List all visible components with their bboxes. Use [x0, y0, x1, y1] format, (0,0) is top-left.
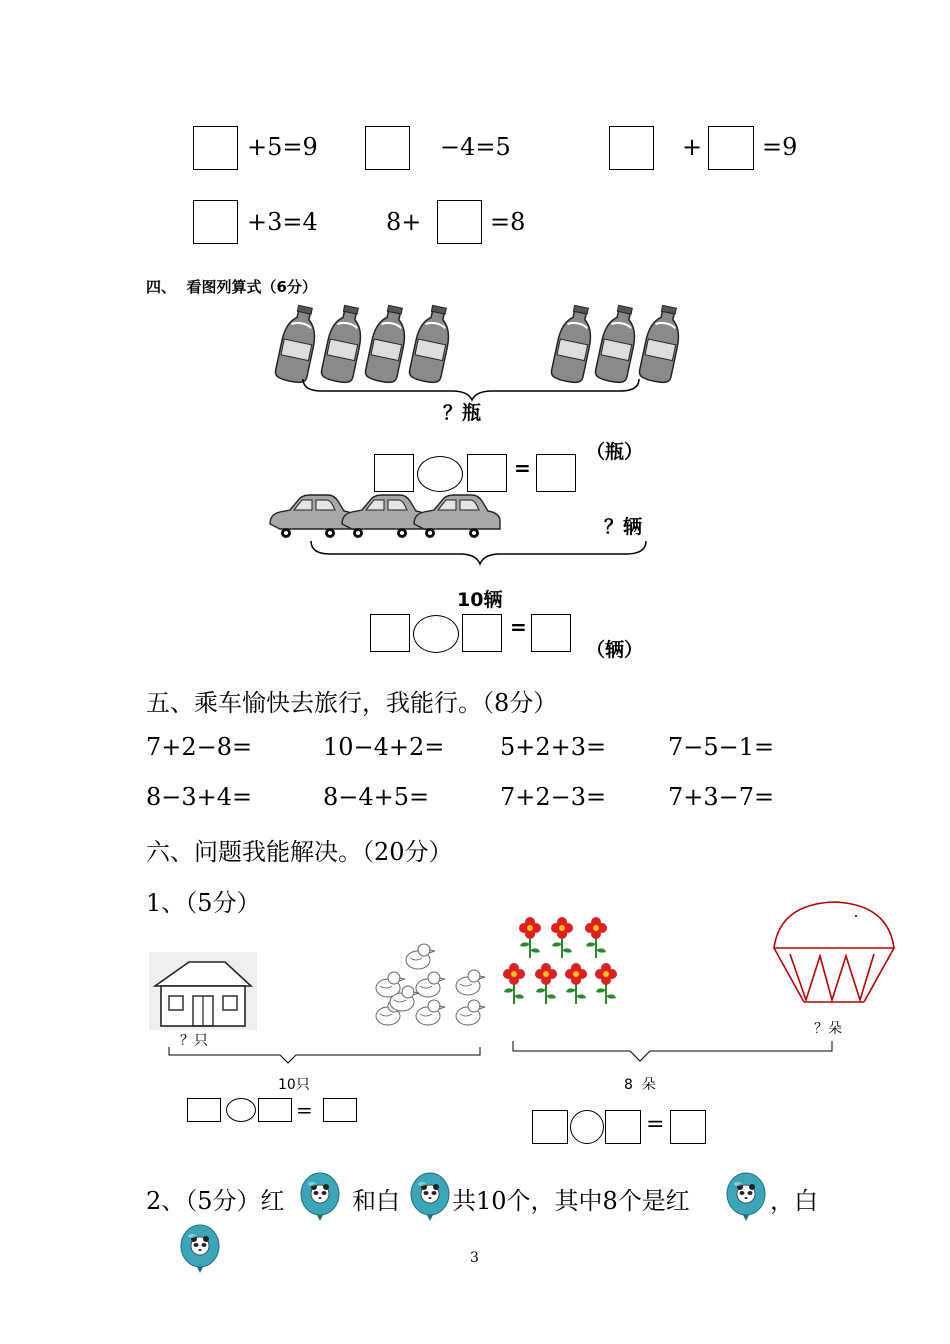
answer-box[interactable]	[193, 200, 238, 244]
cars-brace	[310, 540, 650, 566]
arithmetic-item: 7−5−1=	[668, 733, 775, 761]
operator-circle[interactable]	[570, 1110, 604, 1144]
balloon-icon	[410, 1174, 450, 1224]
arithmetic-item: 8−3+4=	[146, 783, 253, 811]
flowers-illustration	[498, 910, 628, 1006]
answer-box[interactable]	[374, 454, 414, 492]
cars-total: 10辆	[457, 589, 503, 611]
cars-illustration	[268, 492, 488, 542]
house-illustration	[149, 952, 259, 1032]
equation-text: 8+	[386, 208, 422, 236]
balloon-icon	[726, 1174, 766, 1224]
operator-text: +	[682, 133, 703, 161]
arithmetic-item: 5+2+3=	[500, 733, 607, 761]
question-text: ，白	[770, 1187, 818, 1215]
answer-box[interactable]	[708, 126, 754, 170]
question-text: 共10个，其中8个是红	[452, 1187, 690, 1215]
answer-box[interactable]	[323, 1098, 357, 1122]
ducks-brace	[168, 1046, 488, 1066]
cars-question: ？辆	[604, 516, 643, 538]
equation-text: =9	[762, 133, 798, 161]
arithmetic-item: 7+2−8=	[146, 733, 253, 761]
answer-box[interactable]	[365, 126, 410, 170]
equals-sign: =	[514, 456, 531, 480]
section-heading: 六、问题我能解决。（20分）	[146, 838, 453, 866]
section-heading: 五、乘车愉快去旅行，我能行。（8分）	[146, 689, 558, 717]
balloon-icon	[180, 1226, 220, 1276]
equation-text: +3=4	[247, 208, 318, 236]
answer-box[interactable]	[609, 126, 654, 170]
answer-box[interactable]	[531, 614, 571, 652]
basket-caption: ？朵	[814, 1021, 842, 1037]
balloon-icon	[300, 1174, 340, 1224]
question-text: 和白	[352, 1187, 400, 1215]
bottles-illustration	[270, 302, 690, 382]
flowers-brace	[512, 1040, 842, 1062]
bottles-question: ？瓶	[443, 402, 482, 424]
answer-box[interactable]	[605, 1110, 641, 1144]
ducks-illustration	[372, 942, 492, 1032]
question-text: 2、（5分）红	[146, 1187, 285, 1215]
answer-box[interactable]	[462, 614, 502, 652]
arithmetic-item: 7+2−3=	[500, 783, 607, 811]
equals-sign: =	[510, 615, 527, 639]
answer-box[interactable]	[670, 1110, 706, 1144]
equation-text: =8	[490, 208, 526, 236]
ducks-total: 10只	[278, 1077, 310, 1093]
flowers-total: 8 朵	[624, 1077, 656, 1093]
section-heading: 四、 看图列算式（6分）	[146, 278, 317, 296]
equation-text: +5=9	[247, 133, 318, 161]
basket-illustration	[770, 900, 898, 1004]
answer-box[interactable]	[536, 454, 576, 492]
arithmetic-item: 10−4+2=	[323, 733, 445, 761]
answer-box[interactable]	[193, 126, 238, 170]
answer-box[interactable]	[467, 454, 507, 492]
question-label: 1、（5分）	[146, 889, 261, 917]
unit-label: （瓶）	[586, 441, 644, 463]
operator-circle[interactable]	[417, 456, 463, 492]
equation-text: −4=5	[440, 133, 511, 161]
equals-sign: =	[646, 1112, 665, 1137]
answer-box[interactable]	[437, 200, 482, 244]
answer-box[interactable]	[258, 1098, 292, 1122]
answer-box[interactable]	[187, 1098, 221, 1122]
arithmetic-item: 7+3−7=	[668, 783, 775, 811]
unit-label: （辆）	[586, 639, 644, 661]
answer-box[interactable]	[370, 614, 410, 652]
arithmetic-item: 8−4+5=	[323, 783, 430, 811]
answer-box[interactable]	[532, 1110, 568, 1144]
equals-sign: =	[296, 1098, 313, 1122]
operator-circle[interactable]	[226, 1098, 256, 1122]
house-caption: ？只	[180, 1033, 208, 1049]
operator-circle[interactable]	[413, 615, 459, 653]
page-number: 3	[470, 1250, 479, 1266]
